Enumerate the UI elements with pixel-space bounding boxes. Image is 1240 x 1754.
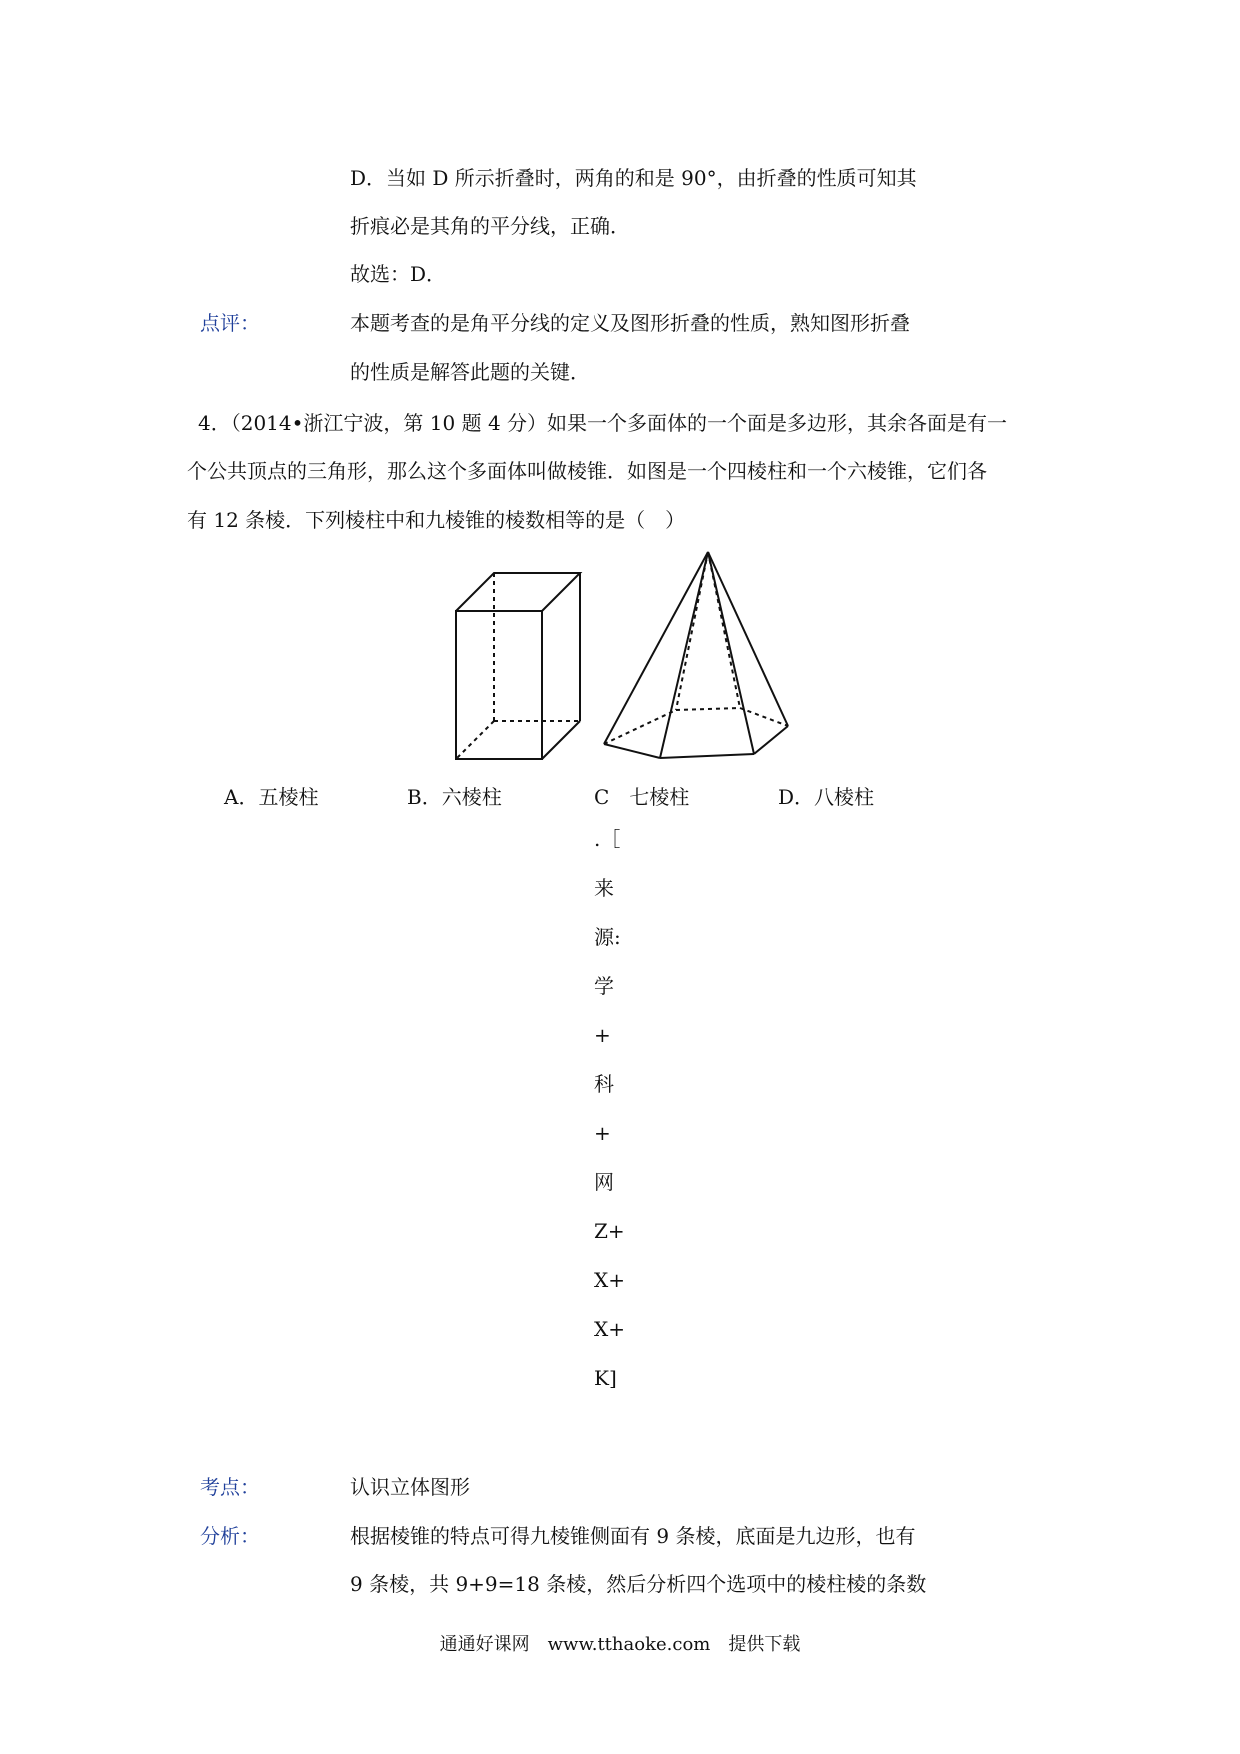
comment-label: 点评： [200, 311, 260, 335]
vertical-char: 学 [594, 974, 614, 998]
kaodian-label: 考点： [200, 1475, 260, 1499]
vertical-char: 源: [594, 925, 621, 949]
solution-option-d-line1: D．当如 D 所示折叠时，两角的和是 90°，由折叠的性质可知其 [350, 166, 917, 190]
question-line1: 4．（2014•浙江宁波，第 10 题 4 分）如果一个多面体的一个面是多边形，其余各面是有一 [198, 411, 1008, 435]
vertical-char: X+ [594, 1317, 625, 1341]
fenxi-label: 分析： [200, 1524, 260, 1548]
vertical-char: 来 [594, 876, 614, 900]
vertical-char: Z+ [594, 1219, 625, 1243]
vertical-char: + [594, 1121, 611, 1145]
fenxi-line1: 根据棱锥的特点可得九棱锥侧面有 9 条棱，底面是九边形，也有 [350, 1524, 916, 1548]
vertical-char: 科 [594, 1072, 614, 1096]
option-c: C 七棱柱 [594, 785, 690, 809]
option-b: B．六棱柱 [407, 785, 502, 809]
vertical-char: K] [594, 1366, 617, 1390]
page-footer: 通通好课网 www.tthaoke.com 提供下载 [439, 1634, 801, 1655]
comment-line2: 的性质是解答此题的关键． [350, 360, 590, 384]
comment-line1: 本题考查的是角平分线的定义及图形折叠的性质，熟知图形折叠 [350, 311, 910, 335]
option-d: D．八棱柱 [778, 785, 875, 809]
vertical-char: X+ [594, 1268, 625, 1292]
fenxi-line2: 9 条棱，共 9+9=18 条棱，然后分析四个选项中的棱柱棱的条数 [350, 1572, 927, 1596]
source-watermark-vertical [594, 827, 625, 1415]
solution-option-d-line2: 折痕必是其角的平分线，正确． [350, 214, 630, 238]
solution-conclusion: 故选：D． [350, 262, 447, 286]
option-a: A．五棱柱 [224, 785, 319, 809]
vertical-char: 网 [594, 1170, 614, 1194]
vertical-char: .［ [594, 827, 621, 851]
kaodian-text: 认识立体图形 [350, 1475, 470, 1499]
question-line2: 个公共顶点的三角形，那么这个多面体叫做棱锥．如图是一个四棱柱和一个六棱锥，它们各 [187, 459, 987, 483]
question-line3: 有 12 条棱．下列棱柱中和九棱锥的棱数相等的是（ ） [187, 508, 686, 532]
vertical-char: + [594, 1023, 611, 1047]
pyramid-figure [598, 548, 798, 760]
prism-figure [450, 565, 590, 765]
